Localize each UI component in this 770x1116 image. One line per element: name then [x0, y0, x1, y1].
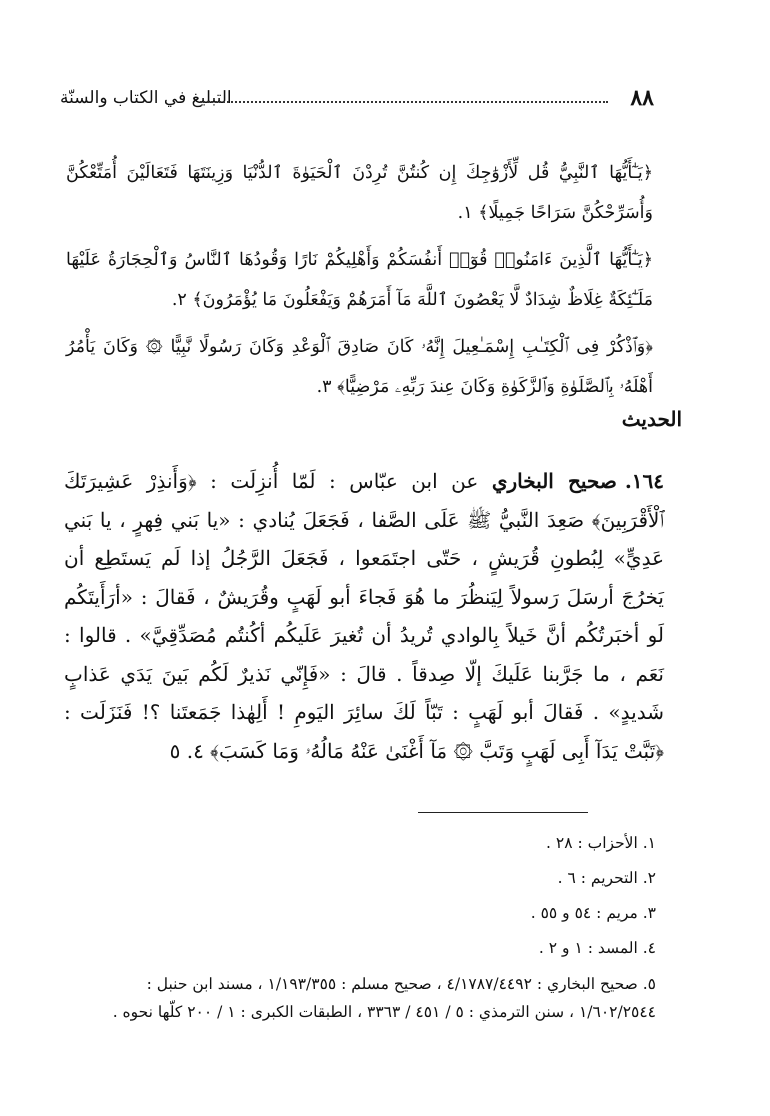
footnote-1: ١. الأحزاب : ٢٨ .: [546, 834, 656, 852]
footnotes: [86, 826, 656, 1026]
footnote-4: ٤. المسد : ١ و ٢ .: [538, 939, 656, 957]
hadith-text: عن ابن عبّاس : لَمّا أُنزِلَت : ﴿وَأَنذِرْ عَشِيرَتَكَ ٱلْأَقْرَبِينَ﴾ صَعِدَ النَّبيُّ ﷺ عَلَى الصَّفا ، فَجَعَلَ يُنادي : «يا بَني فِهرٍ ، يا بَني عَدِيٍّ» لِبُطونِ قُرَيشٍ ، حَتّى اجتَمَعوا ، فَجَعَلَ الرَّجُلُ إذا لَم يَستَطِع أن يَخرُجَ أرسَلَ رَسولاً لِيَنظُرَ ما هُوَ فَجاءَ أبو لَهَبٍ وقُرَيشٌ ، فَقالَ : «أرَأَيتَكُم لَو أخبَرتُكُم أنَّ خَيلاً بِالوادي تُريدُ أن تُغيرَ عَلَيكُم أكُنتُم مُصَدِّقِيَّ» . قالوا : نَعَم ، ما جَرَّبنا عَلَيكَ إلّا صِدقاً . قالَ : «فَإِنّي نَذيرٌ لَكُم بَينَ يَدَي عَذابٍ شَديدٍ» . فَقالَ أبو لَهَبٍ : تَبّاً لَكَ سائِرَ اليَومِ ! أَلِهٰذا جَمَعتَنا ؟! فَنَزَلَت : ﴿تَبَّتْ يَدَآ أَبِى لَهَبٍ وَتَبَّ ۞ مَآ أَغْنَىٰ عَنْهُ مَالُهُۥ وَمَا كَسَبَ﴾ ٤. ٥: [64, 469, 664, 763]
footnote-5: ٥. صحيح البخاري : ٤/١٧٨٧/٤٤٩٢ ، صحيح مسلم : ١/١٩٣/٣٥٥ ، مسند ابن حنبل : ١/٦٠٢/٢٥٤٤ ، سنن الترمذي : ٥ / ٤٥١ / ٣٣٦٣ ، الطبقات الكبرى : ١ / ٢٠٠ كلّها نحوه .: [112, 975, 656, 1021]
section-heading: الحديث: [621, 407, 682, 431]
hadith-paragraph: [64, 462, 664, 770]
quran-verse-2: ﴿يَـٰٓأَيُّهَا ٱلَّذِينَ ءَامَنُوا۟ قُوٓا۟ أَنفُسَكُمْ وَأَهْلِيكُمْ نَارًا وَقُودُهَا ٱلنَّاسُ وَٱلْحِجَارَةُ عَلَيْهَا مَلَـٰٓئِكَةٌ غِلَاظٌ شِدَادٌ لَّا يَعْصُونَ ٱللَّهَ مَآ أَمَرَهُمْ وَيَفْعَلُونَ مَا يُؤْمَرُونَ﴾ ٢.: [66, 249, 653, 310]
page-header: [60, 85, 660, 115]
quran-verse-3: ﴿وَٱذْكُرْ فِى ٱلْكِتَـٰبِ إِسْمَـٰعِيلَ إِنَّهُۥ كَانَ صَادِقَ ٱلْوَعْدِ وَكَانَ رَسُولًا نَّبِيًّا ۞ وَكَانَ يَأْمُرُ أَهْلَهُۥ بِٱلصَّلَوٰةِ وَٱلزَّكَوٰةِ وَكَانَ عِندَ رَبِّهِۦ مَرْضِيًّا﴾ ٣.: [66, 336, 653, 397]
footnote-2: ٢. التحريم : ٦ .: [557, 869, 656, 887]
page-number: ٨٨: [630, 85, 654, 111]
header-dotted-leader: [200, 101, 608, 103]
hadith-source: صحيح البخاري: [491, 469, 617, 493]
hadith-number: ١٦٤.: [624, 469, 665, 493]
running-title: التبليغ في الكتاب والسنّة: [60, 88, 232, 108]
footnote-separator: [418, 812, 588, 813]
footnote-3: ٣. مريم : ٥٤ و ٥٥ .: [530, 904, 656, 922]
quran-verse-1: ﴿يَـٰٓأَيُّهَا ٱلنَّبِيُّ قُل لِّأَزْوَٰجِكَ إِن كُنتُنَّ تُرِدْنَ ٱلْحَيَوٰةَ ٱلدُّنْيَا وَزِينَتَهَا فَتَعَالَيْنَ أُمَتِّعْكُنَّ وَأُسَرِّحْكُنَّ سَرَاحًا جَمِيلًا﴾ ١.: [66, 162, 653, 223]
